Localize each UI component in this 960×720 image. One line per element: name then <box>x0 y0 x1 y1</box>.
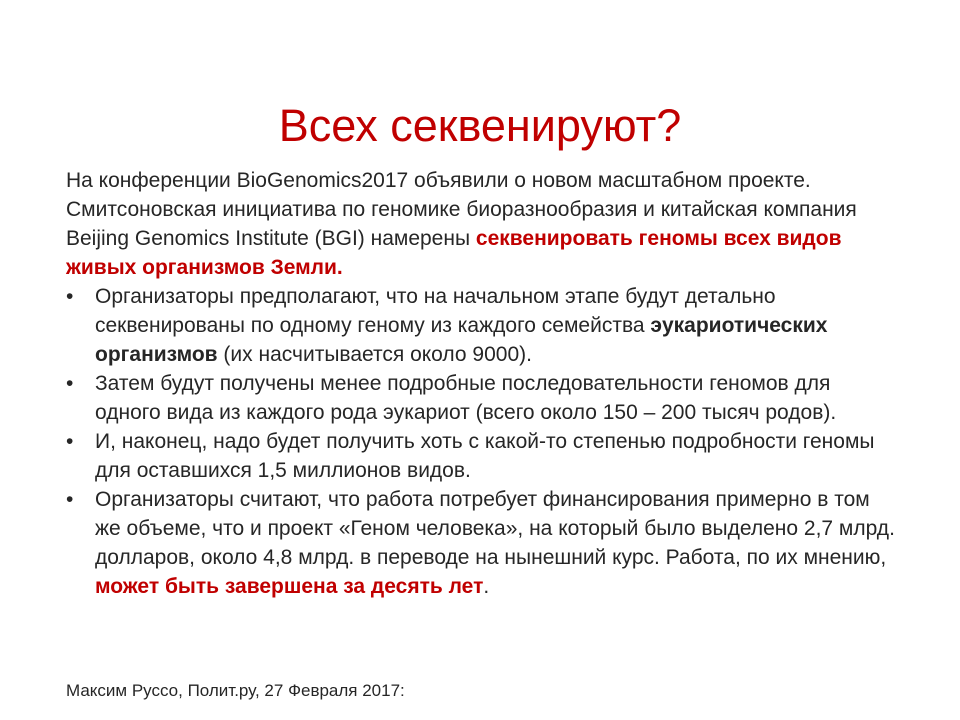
intro-text: На конференции BioGenomics2017 объявили о новом масштабном проекте. Смитсоновская инициатива по геномике биоразнообразия и китайская компания Beijing Genomics Institute (BGI) намерены <box>66 169 857 250</box>
source-attribution: Максим Руссо, Полит.ру, 27 Февраля 2017: <box>66 681 405 700</box>
bullet-text: И, наконец, надо будет получить хоть с какой-то степенью подробности геномы для оставшихся 1,5 миллионов видов. <box>95 430 875 482</box>
bullet-list <box>66 282 896 601</box>
bullet-text-bold: эукариотических организмов <box>95 314 828 366</box>
bullet-item-1 <box>66 282 896 369</box>
intro-highlight: секвенировать геномы всех видов живых организмов Земли. <box>66 227 842 279</box>
bullet-icon: • <box>66 372 74 395</box>
intro-paragraph <box>66 166 896 282</box>
bullet-text: Затем будут получены менее подробные последовательности геномов для одного вида из каждого рода эукариот (всего около 150 – 200 тысяч родов). <box>95 372 837 424</box>
bullet-text-post: . <box>483 575 490 598</box>
bullet-icon: • <box>66 488 74 511</box>
slide-body <box>66 166 896 601</box>
bullet-item-4 <box>66 485 896 601</box>
bullet-icon: • <box>66 285 74 308</box>
bullet-icon: • <box>66 430 74 453</box>
bullet-text-post: (их насчитывается около 9000). <box>217 343 532 366</box>
bullet-text-pre: Организаторы предполагают, что на начальном этапе будут детально секвенированы по одному геному из каждого семейства <box>95 285 776 337</box>
bullet-item-3 <box>66 427 896 485</box>
slide-title: Всех секвенируют? <box>278 100 682 151</box>
bullet-text-highlight: может быть завершена за десять лет <box>95 575 484 598</box>
bullet-text-pre: Организаторы считают, что работа потребует финансирования примерно в том же объеме, что и проект «Геном человека», на который было выделено 2,7 млрд. долларов, около 4,8 млрд. в переводе на нынешний курс. Работа, по их мнению, <box>95 488 895 569</box>
bullet-item-2 <box>66 369 896 427</box>
